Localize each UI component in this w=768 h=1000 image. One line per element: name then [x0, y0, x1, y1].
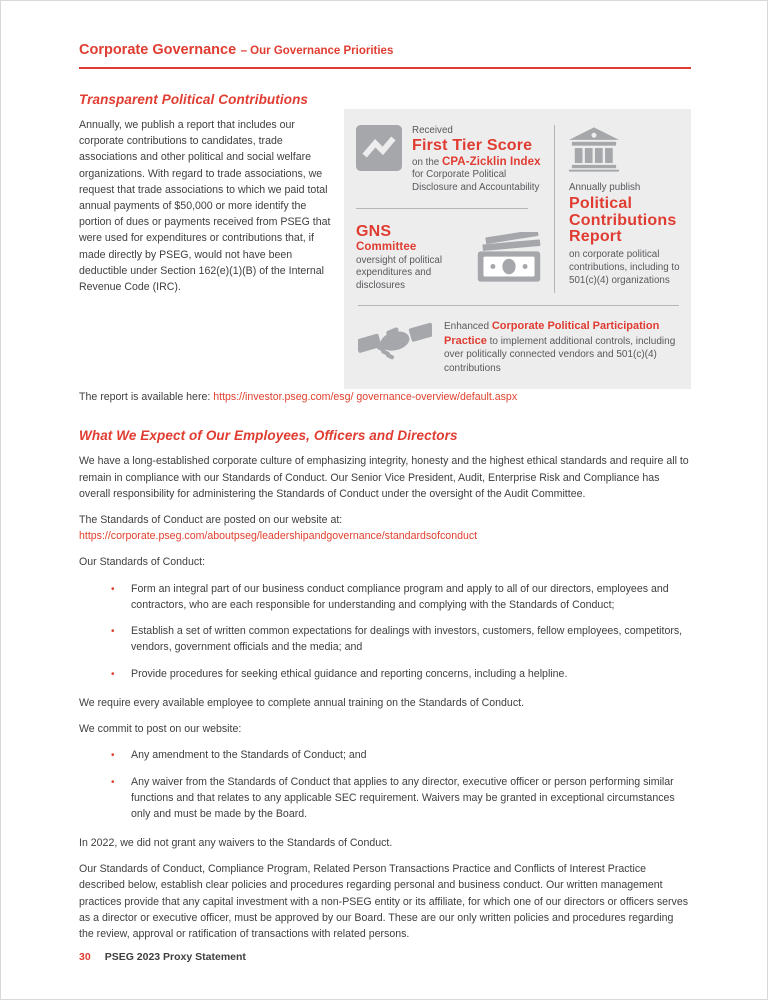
section1-text-column [79, 117, 337, 305]
tile2-title: GNS [356, 222, 392, 240]
tile1-index-line [412, 155, 546, 170]
section2-heading: What We Expect of Our Employees, Officers and Directors [79, 428, 458, 444]
tile4-rest: to implement additional controls, including over politically connected vendors and 501(c)(4) contributions [444, 335, 676, 374]
section1-paragraph: Annually, we publish a report that includes our corporate contributions to candidates, trade associations and other political and social welfare organizations. With regard to trade associations, we request that trade associations to which we paid total annual payments of $50,000 or more identify the portion of dues or payments received from PSEG that were used for expenditures or contributions that, if made directly by PSEG, would not have been deductible under Section 162(e)(1)(B) of the Internal Revenue Code (IRC). [79, 119, 331, 294]
tile1-onthe: on the [412, 156, 442, 168]
tile-first-tier-text [412, 125, 546, 195]
standards-intro-line: Our Standards of Conduct: [79, 556, 206, 569]
tile4-em: Corporate Political Participation Practice [444, 319, 660, 347]
tile1-pre: Received [412, 125, 453, 136]
report-line-label: The report is available here: [79, 391, 214, 404]
page-header [79, 41, 691, 69]
line-chart-icon [356, 125, 402, 195]
page-footer [79, 951, 246, 963]
standards-posted-line: The Standards of Conduct are posted on our website at: [79, 514, 343, 526]
tile-first-tier-score [356, 125, 546, 195]
infobox-full-divider [358, 305, 679, 306]
tile4-pre: Enhanced [444, 320, 492, 332]
infobox-left-column [356, 125, 554, 293]
no-waivers-line: In 2022, we did not grant any waivers to the Standards of Conduct. [79, 837, 393, 850]
tile2-subtitle: Committee [356, 240, 417, 253]
list-item: • Any waiver from the Standards of Conduct that applies to any director, executive officer or person performing similar functions and that relates to any applicable SEC requirement. Waivers may be granted in exceptional circumstances only and must be made by the Board. [109, 775, 691, 823]
tile4-text [444, 318, 679, 375]
tile3-title: Political Contributions Report [569, 194, 677, 246]
section1-heading: Transparent Political Contributions [79, 92, 309, 107]
standards-of-conduct-link[interactable]: https://corporate.pseg.com/aboutpseg/leadershipandgovernance/standardsofconduct [79, 530, 478, 543]
report-availability-line [79, 389, 691, 405]
tile1-desc: for Corporate Political Disclosure and Accountability [412, 169, 540, 194]
money-bills-icon [474, 232, 544, 284]
infobox-left-divider [356, 208, 528, 209]
two-column-band [79, 117, 691, 389]
list-item: • Establish a set of written common expectations for dealings with investors, customers, fellow employees, competitors, vendors, government officials and the media; and [109, 624, 691, 656]
tile1-index: CPA-Zicklin Index [441, 155, 541, 168]
commit-post-line: We commit to post on our website: [79, 723, 242, 736]
section2-final-paragraph: Our Standards of Conduct, Compliance Program, Related Person Transactions Practice and Conflicts of Interest Practice described below, establish clear policies and procedures regarding personal and business conduct. Our written management practices provide that any capital investment with a non-PSEG entity or its affiliate, for which one of our directors or officers serves as a director or executive officer, must be approved by our Board. These are our only written policies and procedures regarding the review, approval or ratification of transactions with related persons. [79, 863, 689, 941]
page-number: 30 [79, 951, 91, 963]
infobox-right-column [554, 125, 681, 293]
handshake-icon [358, 318, 432, 364]
report-link[interactable]: https://investor.pseg.com/esg/ governance-overview/default.aspx [213, 391, 518, 404]
header-title: Corporate Governance [79, 42, 237, 58]
standards-bullet-list [109, 582, 691, 683]
list-item: • Form an integral part of our business conduct compliance program and apply to all of our directors, employees and contractors, who are each responsible for understanding and complying with the Standards of Conduct; [109, 582, 691, 614]
tile2-desc: oversight of political expenditures and disclosures [356, 254, 443, 292]
header-subtitle: – Our Governance Priorities [240, 45, 394, 57]
tile-participation-practice [356, 318, 681, 375]
tile1-title: First Tier Score [412, 136, 533, 154]
tile-gns-committee [356, 222, 546, 293]
list-item: • Provide procedures for seeking ethical guidance and reporting concerns, including a helpline. [109, 667, 691, 683]
list-item: • Any amendment to the Standards of Conduct; and [109, 748, 691, 764]
section2-paragraph-1: We have a long-established corporate culture of emphasizing integrity, honesty and the highest ethical standards and require all to remain in compliance with our Standards of Conduct. Our Senior Vice President, Audit, Enterprise Risk and Compliance has overall responsibility for administering the Standards of Conduct under the oversight of the Audit Committee. [79, 455, 689, 500]
tile2-text [356, 222, 474, 293]
tile3-pre: Annually publish [569, 182, 641, 193]
tile3-desc: on corporate political contributions, including to 501(c)(4) organizations [569, 249, 680, 286]
bank-icon [569, 127, 681, 172]
infobox-upper [356, 125, 681, 293]
website-post-bullet-list [109, 748, 691, 823]
political-contributions-infobox [344, 109, 691, 389]
footer-label: PSEG 2023 Proxy Statement [104, 951, 246, 963]
training-line: We require every available employee to complete annual training on the Standards of Conduct. [79, 697, 525, 710]
